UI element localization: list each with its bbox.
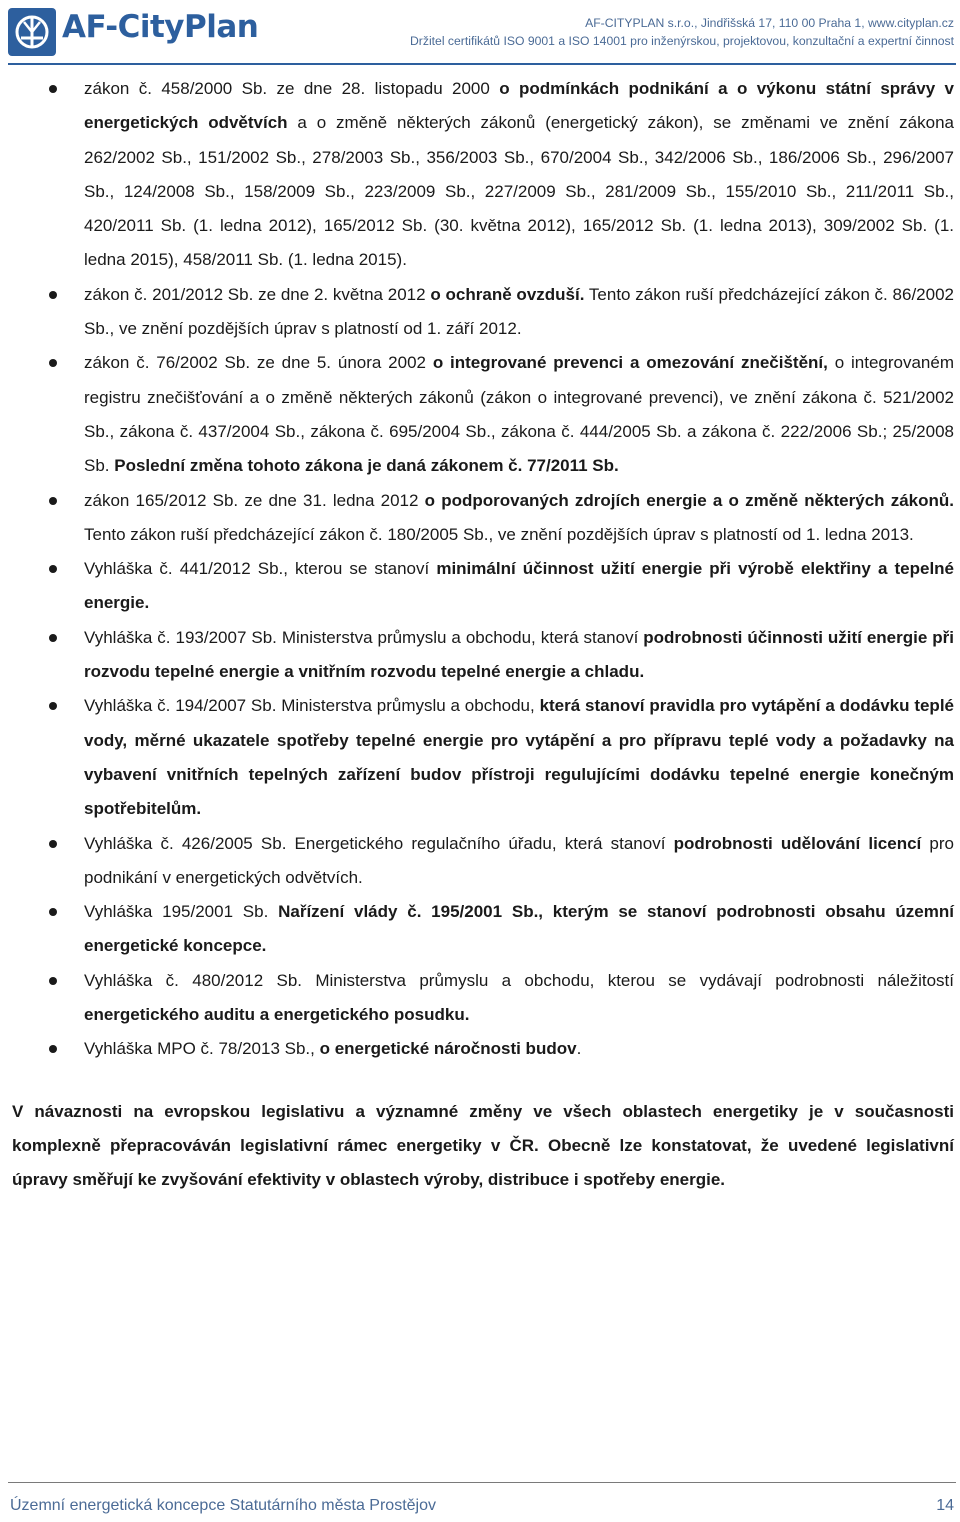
af-cityplan-logo-icon	[8, 8, 56, 56]
list-item: zákon č. 458/2000 Sb. ze dne 28. listopadu 2000 o podmínkách podnikání a o výkonu státní správy v energetických odvětvích a o změně některých zákonů (energetický zákon), se změnami ve znění zákona 262/2002 Sb., 151/2002 Sb., 278/2003 Sb., 356/2003 Sb., 670/2004 Sb., 342/2006 Sb., 186/2006 Sb., 296/2007 Sb., 124/2008 Sb., 158/2009 Sb., 223/2009 Sb., 227/2009 Sb., 281/2009 Sb., 155/2010 Sb., 211/2011 Sb., 420/2011 Sb. (1. ledna 2012), 165/2012 Sb. (30. května 2012), 165/2012 Sb. (1. ledna 2013), 309/2002 Sb. (1. ledna 2015), 458/2011 Sb. (1. ledna 2015).	[12, 72, 954, 278]
list-item: zákon č. 201/2012 Sb. ze dne 2. května 2012 o ochraně ovzduší. Tento zákon ruší předcházející zákon č. 86/2002 Sb., ve znění pozdějších úprav s platností od 1. září 2012.	[12, 278, 954, 347]
company-certification: Držitel certifikátů ISO 9001 a ISO 14001 pro inženýrskou, projektovou, konzultační a expertní činnost	[410, 34, 954, 48]
summary-paragraph	[12, 1095, 954, 1198]
list-item: Vyhláška 195/2001 Sb. Nařízení vlády č. 195/2001 Sb., kterým se stanoví podrobnosti obsahu územní energetické koncepce.	[12, 895, 954, 964]
legislation-list	[12, 72, 954, 1067]
company-info	[410, 14, 954, 50]
page-number: 14	[936, 1497, 954, 1514]
list-item: Vyhláška č. 194/2007 Sb. Ministerstva průmyslu a obchodu, která stanoví pravidla pro vytápění a dodávku teplé vody, měrné ukazatele spotřeby tepelné energie pro vytápění a pro přípravu teplé vody a požadavky na vybavení vnitřních tepelných zařízení budov přístroji regulujícími dodávku tepelné energie konečným spotřebitelům.	[12, 689, 954, 826]
document-body	[12, 72, 954, 1198]
summary-text: V návaznosti na evropskou legislativu a významné změny ve všech oblastech energetiky je v současnosti komplexně přepracováván legislativní rámec energetiky v ČR. Obecně lze konstatovat, že uvedené legislativní úpravy směřují ke zvyšování efektivity v oblastech výroby, distribuce i spotřeby energie.	[12, 1101, 954, 1190]
company-address: AF-CITYPLAN s.r.o., Jindřišská 17, 110 00 Praha 1, www.cityplan.cz	[585, 16, 954, 30]
logo-text: AF-CityPlan	[62, 9, 259, 45]
footer-title: Územní energetická koncepce Statutárního města Prostějov	[10, 1497, 436, 1514]
header-divider	[8, 63, 956, 65]
list-item: Vyhláška č. 480/2012 Sb. Ministerstva průmyslu a obchodu, kterou se vydávají podrobnosti náležitostí energetického auditu a energetického posudku.	[12, 964, 954, 1033]
footer-divider	[8, 1482, 956, 1483]
list-item: zákon 165/2012 Sb. ze dne 31. ledna 2012 o podporovaných zdrojích energie a o změně některých zákonů. Tento zákon ruší předcházející zákon č. 180/2005 Sb., ve znění pozdějších úprav s platností od 1. ledna 2013.	[12, 484, 954, 553]
list-item: Vyhláška č. 441/2012 Sb., kterou se stanoví minimální účinnost užití energie při výrobě elektřiny a tepelné energie.	[12, 552, 954, 621]
page-header	[0, 0, 960, 66]
list-item: Vyhláška č. 426/2005 Sb. Energetického regulačního úřadu, která stanoví podrobnosti udělování licencí pro podnikání v energetických odvětvích.	[12, 827, 954, 896]
list-item: zákon č. 76/2002 Sb. ze dne 5. února 2002 o integrované prevenci a omezování znečištění, o integrovaném registru znečišťování a o změně některých zákonů (zákon o integrované prevenci), ve znění zákona č. 521/2002 Sb., zákona č. 437/2004 Sb., zákona č. 695/2004 Sb., zákona č. 444/2005 Sb. a zákona č. 222/2006 Sb.; 25/2008 Sb. Poslední změna tohoto zákona je daná zákonem č. 77/2011 Sb.	[12, 346, 954, 483]
list-item: Vyhláška č. 193/2007 Sb. Ministerstva průmyslu a obchodu, která stanoví podrobnosti účinnosti užití energie při rozvodu tepelné energie a vnitřním rozvodu tepelné energie a chladu.	[12, 621, 954, 690]
list-item: Vyhláška MPO č. 78/2013 Sb., o energetické náročnosti budov.	[12, 1032, 954, 1066]
